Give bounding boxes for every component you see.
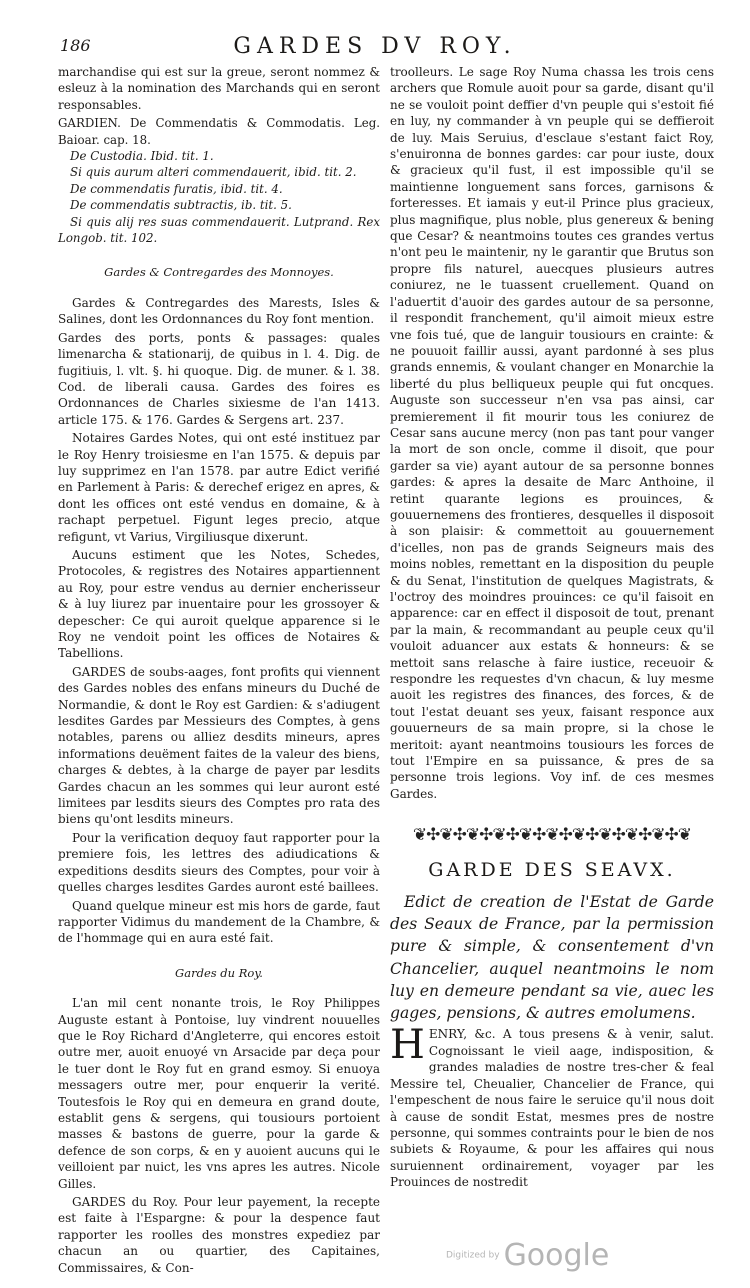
citation-2: De Custodia. Ibid. tit. 1. xyxy=(70,149,214,164)
left-column xyxy=(58,64,380,1278)
left-paragraph-6: GARDES de soubs-aages, font profits qui viennent des Gardes nobles des enfans mineurs du Duché de Normandie, & dont le Roy est Gardien: & s'adiugent lesdites Gardes par Messieurs des Comptes, à gens notables, parens ou alliez desdits mineurs, apres informations deuëment faites de la valeur des biens, charges & debtes, à la charge de payer par lesdits Gardes chacun an les sommes qui leur auront esté limitees par lesdits sieurs des Comptes pro rata des biens qu'ont lesdits mineurs. xyxy=(58,664,380,827)
citation-1: GARDIEN. De Commendatis & Commodatis. Leg. Baioar. cap. 18. xyxy=(58,116,380,147)
left-paragraph-1: marchandise qui est sur la greue, seront nommez & esleuz à la nomination des Marchands qui en seront responsables. xyxy=(58,65,380,112)
digitized-by-google-watermark xyxy=(446,1238,609,1273)
section-title: GARDE DES SEAVX. xyxy=(428,859,676,882)
subheading-gardes-du-roy: Gardes du Roy. xyxy=(175,965,263,980)
right-paragraph-1: troolleurs. Le sage Roy Numa chassa les trois cens archers que Romule auoit pour sa garde, disant qu'il ne se vouloit point deffier d'vn peuple qui s'estoit fié en luy, ny commander à vn peuple qui se deffieroit de luy. Mais Seruius, d'esclaue s'estant faict Roy, s'enuironna de bonnes gardes: car pour iuste, doux & gracieux qu'il fust, il est impossible qu'il se maintienne longuement sans forces, garnisons & forteresses. Et iamais y eut-il Prince plus gracieux, plus magnifique, plus noble, plus genereux & bening que Cesar? & neantmoins toutes ces grandes vertus n'ont peu le maintenir, ny le garantir que Brutus son propre fils naturel, auecques plusieurs autres coniurez, ne le tuassent cruellement. Quand on l'aduertit d'auoir des gardes autour de sa personne, il respondit franchement, qu'il aimoit mieux estre vne fois tué, que de languir tousiours en crainte: & ne pouuoit faillir aussi, ayant pardonné à ses plus grands ennemis, & voulant changer en Monarchie la liberté du plus belliqueux peuple qui fut oncques. Auguste son successeur n'en vsa pas ainsi, car premierement il fit mourir tous les coniurez de Cesar sans aucune mercy (non pas tant pour vanger la mort de son oncle, comme il disoit, que pour garder sa vie) ayant autour de sa personne bonnes gardes: & apres la desaite de Marc Anthoine, il retint quarante legions es prouinces, & gouuernemens des frontieres, desquelles il disposoit à son plaisir: & commettoit au gouuernement d'icelles, non pas de grands Seigneurs mais des moins nobles, remettant en la disposition du peuple & du Senat, l'institution de quelques Magistrats, & l'octroy des moindres prouinces: ce qu'il faisoit en apparence: car en effect il disposoit de tout, prenant par la main, & recommandant au peuple ceux qu'il vouloit aduancer aux estats & honneurs: & se mettoit sans relasche à faire iustice, receuoir & respondre les requestes d'vn chacun, & luy mesme auoit les registres des finances, des forces, & de tout l'estat deuant ses yeux, faisant responce aux gouuerneurs de sa main propre, si la chose le meritoit: ayant neantmoins tousiours les forces de tout l'Empire en sa puissance, & pres de sa personne trois legions. Voy inf. de ces mesmes Gardes. xyxy=(390,65,714,801)
left-paragraph-5: Aucuns estiment que les Notes, Schedes, Protocoles, & registres des Notaires appartiennent au Roy, pour estre vendus au dernier encherisseur & à luy liurez par inuentaire pour les grossoyer & depescher: Ce qui auroit quelque apparence si le Roy ne vendoit point les offices de Notaires & Tabellions. xyxy=(58,547,380,661)
left-paragraph-10: GARDES du Roy. Pour leur payement, la recepte est faite à l'Espargne: & pour la despence faut rapporter les roolles des monstres expediez par chacun an ou quartier, des Capitaines, Commissaires, & Con- xyxy=(58,1195,380,1275)
citation-5: De commendatis subtractis, ib. tit. 5. xyxy=(70,198,292,213)
citation-6: Si quis alij res suas commendauerit. Lutprand. Rex Longob. tit. 102. xyxy=(58,214,380,246)
running-title: GARDES DV ROY. xyxy=(233,34,517,59)
page-number: 186 xyxy=(60,36,91,55)
left-paragraph-4: Notaires Gardes Notes, qui ont esté instituez par le Roy Henry troisiesme en l'an 1575. & depuis par luy supprimez en l'an 1578. par autre Edict verifié en Parlement à Paris: & derechef erigez en apres, & dont les offices ont esté vendus en domaine, & à rachapt perpetuel. Figunt leges precio, atque refigunt, vt Varius, Virgiliusque dixerunt. xyxy=(58,431,380,544)
henry-paragraph xyxy=(390,1022,714,1190)
edict-heading: Edict de creation de l'Estat de Garde des Seaux de France, par la permission pure & simple, & consentement d'vn Chancelier, auquel neantmoins le nom luy en demeure pendant sa vie, auec les gages, pensions, & autres emolumens. xyxy=(390,892,714,1023)
subheading-monnoyes: Gardes & Contregardes des Monnoyes. xyxy=(104,265,334,280)
ornament-band: ❦✣❦✣❦✣❦✣❦✣❦✣❦✣❦✣❦✣❦✣❦ xyxy=(412,825,692,846)
google-logo: Google xyxy=(503,1238,610,1273)
left-paragraph-3: Gardes des ports, ponts & passages: quales limenarcha & stationarij, de quibus in l. 4. Dig. de fugitiuis, l. vlt. §. hi quoque. Dig. de muner. & l. 38. Cod. de liberali causa. Gardes des foires es Ordonnances de Charles sixiesme de l'an 1413. article 175. & 176. Gardes & Sergens art. 237. xyxy=(58,330,380,427)
digitized-by-label: Digitized by xyxy=(446,1250,500,1261)
right-column xyxy=(390,64,714,1193)
left-paragraph-2: Gardes & Contregardes des Marests, Isles & Salines, dont les Ordonnances du Roy font mention. xyxy=(58,295,380,327)
henry-text: ENRY, &c. A tous presens & à venir, salut. Cognoissant le vieil aage, indisposition, & grandes maladies de nostre tres-cher & feal Messire tel, Cheualier, Chancelier de France, qui l'empeschent de nous faire le seruice qu'il nous doit à cause de sondit Estat, mesmes pres de nostre personne, qui sommes contraints pour le bien de nos subiets & Royaume, & pour les affaires qui nous suruiennent ordinairement, voyager par les Prouinces de nostredit xyxy=(390,1027,714,1190)
citation-4: De commendatis furatis, ibid. tit. 4. xyxy=(70,181,283,196)
left-paragraph-7: Pour la verification dequoy faut rapporter pour la premiere fois, les lettres des adiudications & expeditions desdits sieurs des Comptes, pour voir à quelles charges lesdites Gardes auront esté baillees. xyxy=(58,830,380,895)
left-paragraph-8: Quand quelque mineur est mis hors de garde, faut rapporter Vidimus du mandement de la Chambre, & de l'hommage qui en aura esté fait. xyxy=(58,898,380,946)
drop-cap: H xyxy=(390,1022,425,1069)
citation-3: Si quis aurum alteri commendauerit, ibid. tit. 2. xyxy=(70,165,357,180)
left-paragraph-9: L'an mil cent nonante trois, le Roy Philippes Auguste estant à Pontoise, luy vindrent nouuelles que le Roy Richard d'Angleterre, qui encores estoit outre mer, auoit enuoyé vn Arsacide par deça pour le tuer dont le Roy fut en grand esmoy. Si enuoya messagers outre mer, pour enquerir la verité. Toutesfois le Roy qui en demeura en grand doute, establit gens & sergens, qui tousiours portoient masses & bastons de guerre, pour la garde & defence de son corps, & en y auoient aucuns qui le veilloient par nuict, les vns apres les autres. Nicole Gilles. xyxy=(58,996,380,1191)
